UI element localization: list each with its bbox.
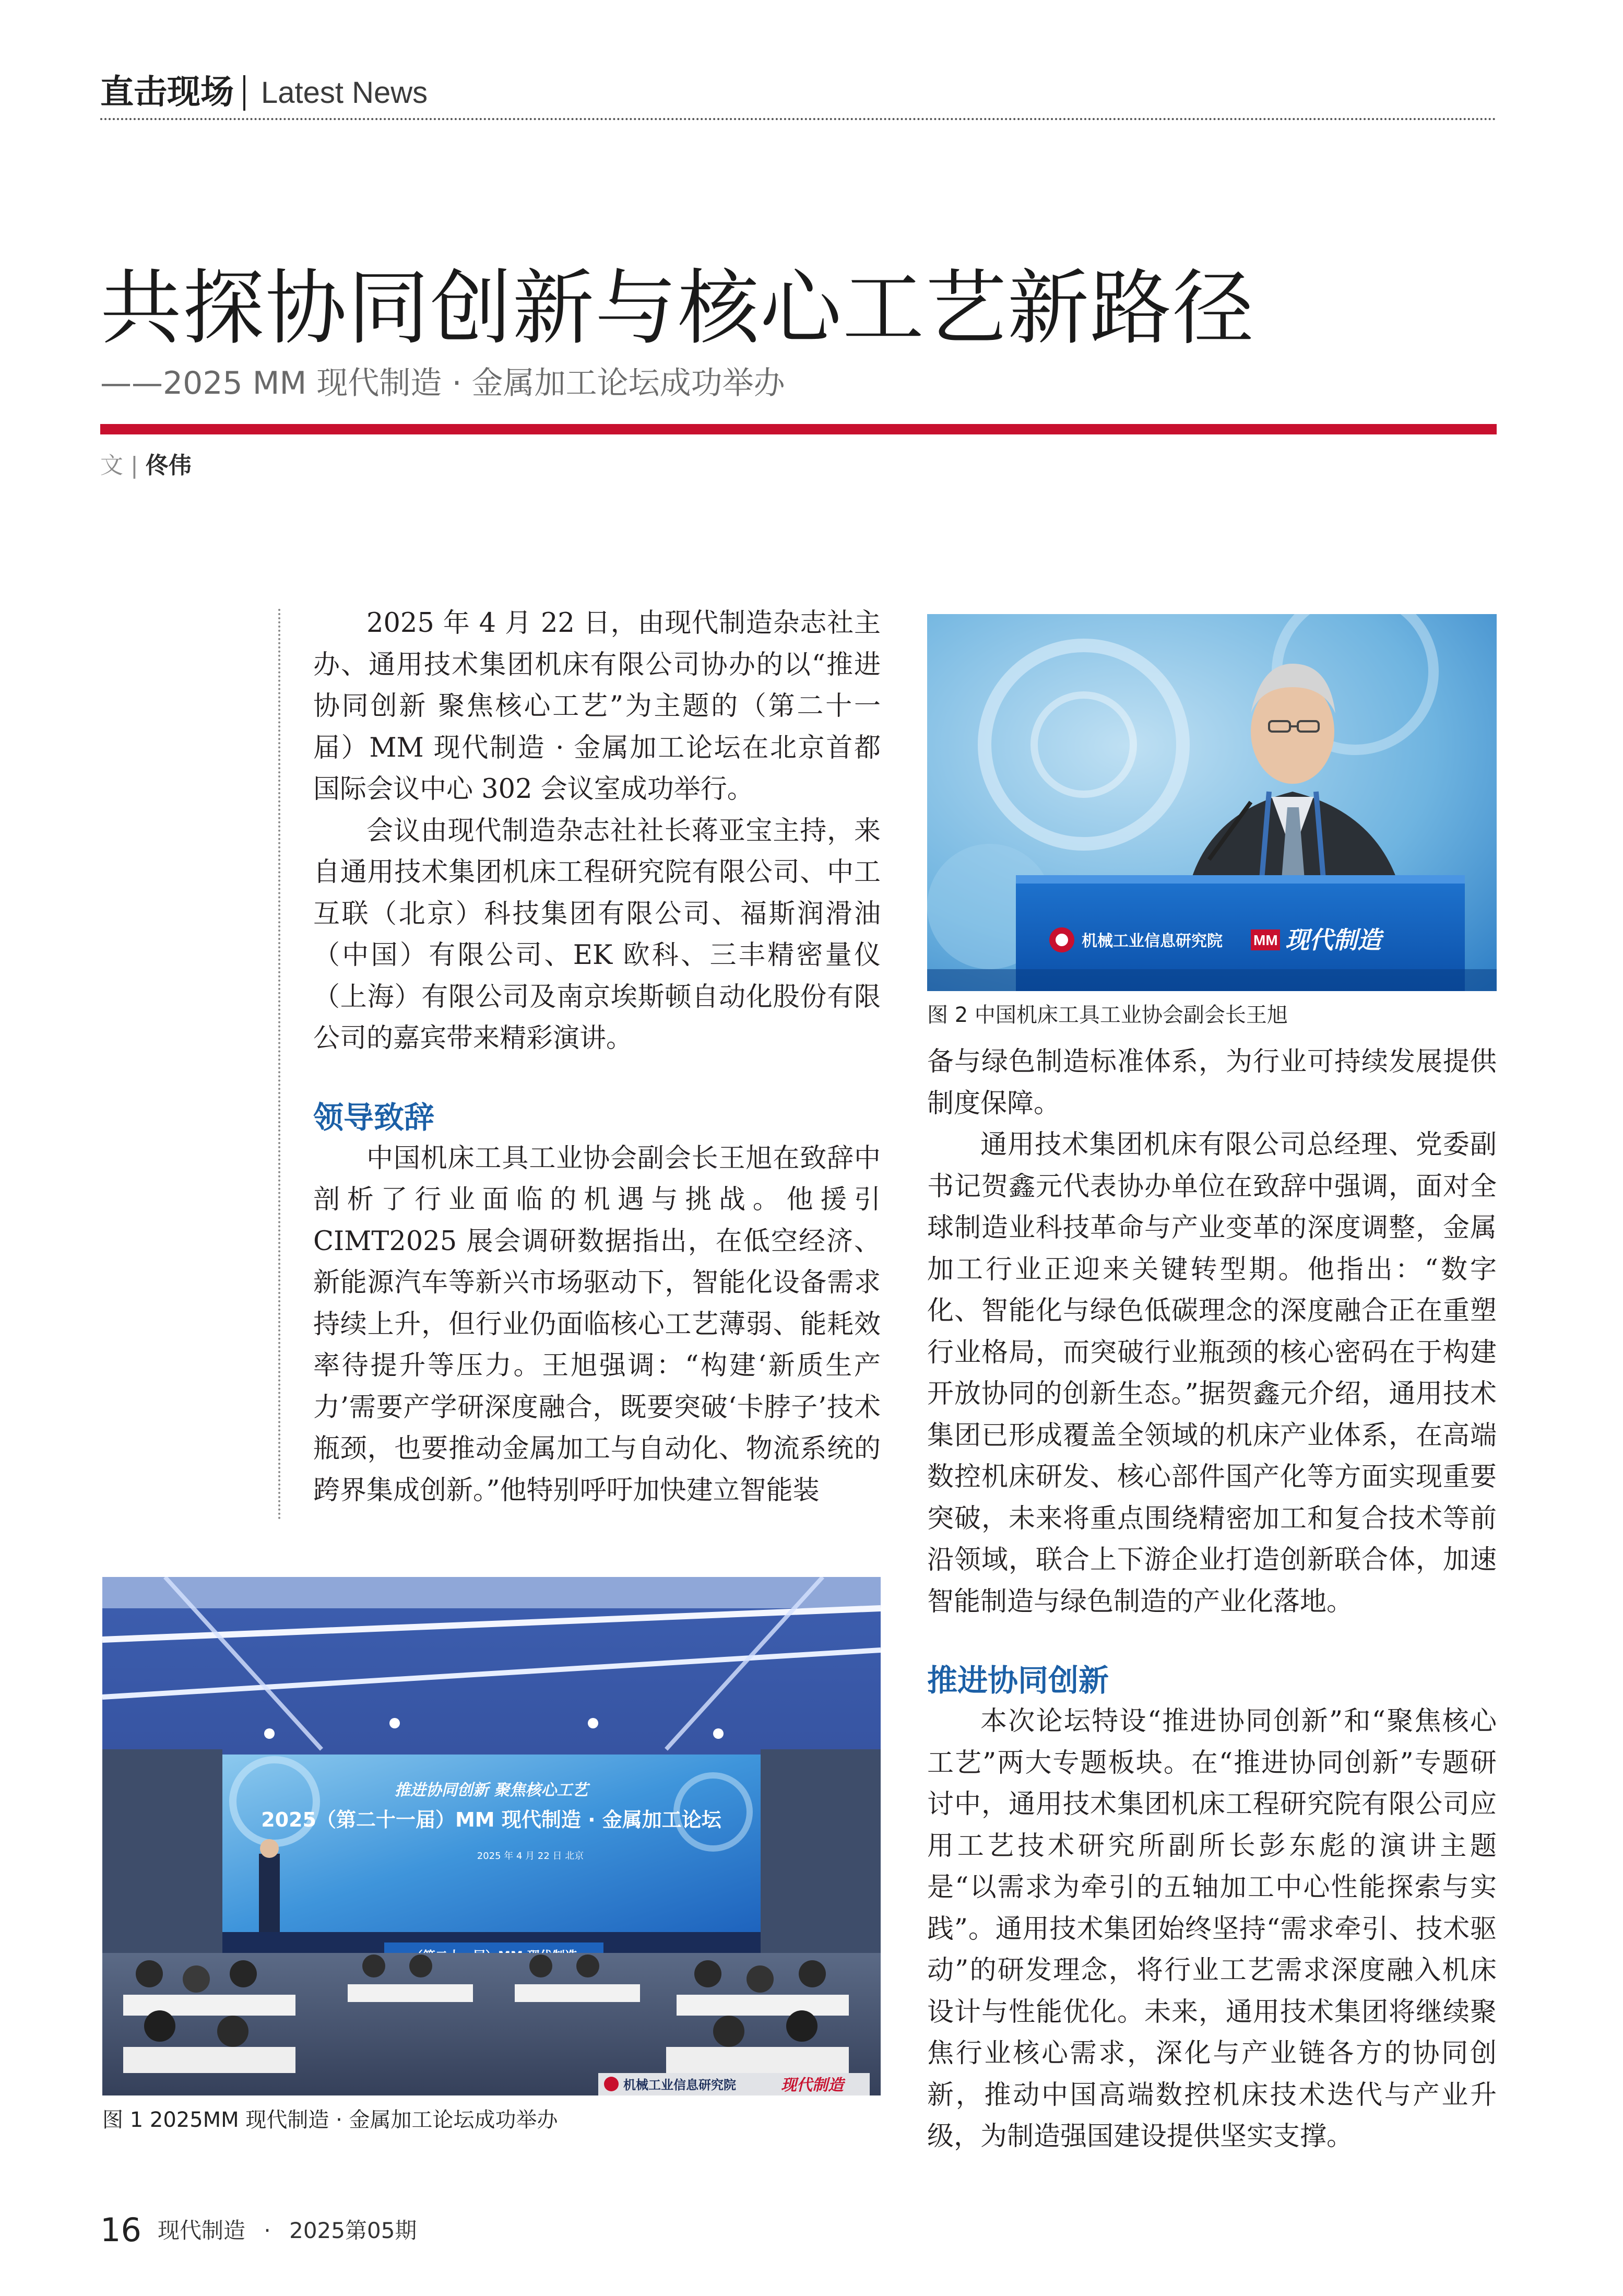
paragraph-intro: 2025 年 4 月 22 日，由现代制造杂志社主办、通用技术集团机床有限公司协办的以“推进协同创新 聚焦核心工艺”为主题的（第二十一届）MM 现代制造 · 金属加工论坛在北京首都国际会议中心 302 会议室成功举行。 bbox=[313, 608, 881, 805]
right-column bbox=[927, 1041, 1497, 2158]
corner-brand-text: 现代制造 bbox=[781, 2076, 844, 2094]
podium-brand-cn: 现代制造 bbox=[1285, 926, 1381, 954]
footer-magazine: 现代制造 bbox=[158, 2218, 246, 2243]
paragraph-wang-xu: 中国机床工具工业协会副会长王旭在致辞中剖析了行业面临的机遇与挑战。他援引 CIMT2025 展会调研数据指出，在低空经济、新能源汽车等新兴市场驱动下，智能化设备需求持续上升，但行业仍面临核心工艺薄弱、能耗效率待提升等压力。王旭强调：“构建‘新质生产力’需要产学研深度融合，既要突破‘卡脖子’技术瓶颈，也要推动金属加工与自动化、物流系统的跨界集成创新。”他特别呼吁加快建立智能装 bbox=[313, 1143, 881, 1506]
figure-2-photo bbox=[927, 614, 1497, 991]
footer-publication bbox=[158, 2214, 417, 2247]
heading-collaborative-innovation: 推进协同创新 bbox=[927, 1663, 1109, 1698]
article-title: 共探协同创新与核心工艺新路径 bbox=[100, 261, 1255, 356]
paragraph-he-xinyuan: 通用技术集团机床有限公司总经理、党委副书记贺鑫元代表协办单位在致辞中强调，面对全球制造业科技革命与产业变革的深度调整，金属加工行业正迎来关键转型期。他指出：“数字化、智能化与绿色低碳理念的深度融合正在重塑行业格局，而突破行业瓶颈的核心密码在于构建开放协同的创新生态。”据贺鑫元介绍，通用技术集团已形成覆盖全领域的机床产业体系，在高端数控机床研发、核心部件国产化等方面实现重要突破，未来将重点围绕精密加工和复合技术等前沿领域，联合上下游企业打造创新联合体，加速智能制造与绿色制造的产业化落地。 bbox=[927, 1129, 1497, 1617]
podium-brand-mm: MM bbox=[1253, 932, 1278, 948]
paragraph-forum-sessions: 本次论坛特设“推进协同创新”和“聚焦核心工艺”两大专题板块。在“推进协同创新”专题研讨中，通用技术集团机床工程研究院有限公司应用工艺技术研究所副所长彭东彪的演讲主题是“以需求为牵引的五轴加工中心性能探索与实践”。通用技术集团始终坚持“需求牵引、技术驱动”的研发理念，将行业工艺需求深度融入机床设计与性能优化。未来，通用技术集团将继续聚焦行业核心需求，深化与产业链各方的协同创新，推动中国高端数控机床技术迭代与产业升级，为制造强国建设提供坚实支撑。 bbox=[927, 1706, 1497, 2152]
corner-org-text: 机械工业信息研究院 bbox=[623, 2078, 736, 2092]
section-separator bbox=[243, 75, 245, 111]
page-number: 16 bbox=[100, 2211, 141, 2249]
author-line bbox=[100, 450, 192, 481]
footer-dot: · bbox=[264, 2218, 271, 2243]
screen-forum-title: 2025（第二十一届）MM 现代制造 · 金属加工论坛 bbox=[261, 1808, 721, 1831]
paragraph-host: 会议由现代制造杂志社社长蒋亚宝主持，来自通用技术集团机床工程研究院有限公司、中工互联（北京）科技集团有限公司、福斯润滑油（中国）有限公司、EK 欧科、三丰精密量仪（上海）有限公司及南京埃斯顿自动化股份有限公司的嘉宾带来精彩演讲。 bbox=[313, 815, 881, 1054]
screen-date: 2025 年 4 月 22 日 北京 bbox=[477, 1851, 584, 1862]
header-dotted-rule bbox=[100, 118, 1497, 120]
column-divider bbox=[278, 609, 280, 1520]
heading-leadership-speech: 领导致辞 bbox=[313, 1099, 435, 1135]
author-prefix: 文 | bbox=[100, 452, 146, 479]
article-subtitle: ——2025 MM 现代制造 · 金属加工论坛成功举办 bbox=[100, 365, 785, 402]
figure-1-photo bbox=[102, 1577, 881, 2095]
paragraph-wang-xu-continued: 备与绿色制造标准体系，为行业可持续发展提供制度保障。 bbox=[927, 1046, 1497, 1119]
title-red-rule bbox=[100, 424, 1497, 434]
section-label: 直击现场 bbox=[100, 73, 234, 112]
author-name: 佟伟 bbox=[145, 452, 192, 479]
left-column bbox=[313, 603, 881, 1511]
figure-1-caption: 图 1 2025MM 现代制造 · 金属加工论坛成功举办 bbox=[102, 2108, 558, 2132]
podium-org-text: 机械工业信息研究院 bbox=[1082, 932, 1223, 950]
section-label-english: Latest News bbox=[261, 76, 428, 110]
screen-theme-text: 推进协同创新 聚焦核心工艺 bbox=[394, 1781, 588, 1799]
footer-issue: 2025第05期 bbox=[289, 2218, 417, 2243]
figure-2-caption: 图 2 中国机床工具工业协会副会长王旭 bbox=[927, 1003, 1288, 1027]
